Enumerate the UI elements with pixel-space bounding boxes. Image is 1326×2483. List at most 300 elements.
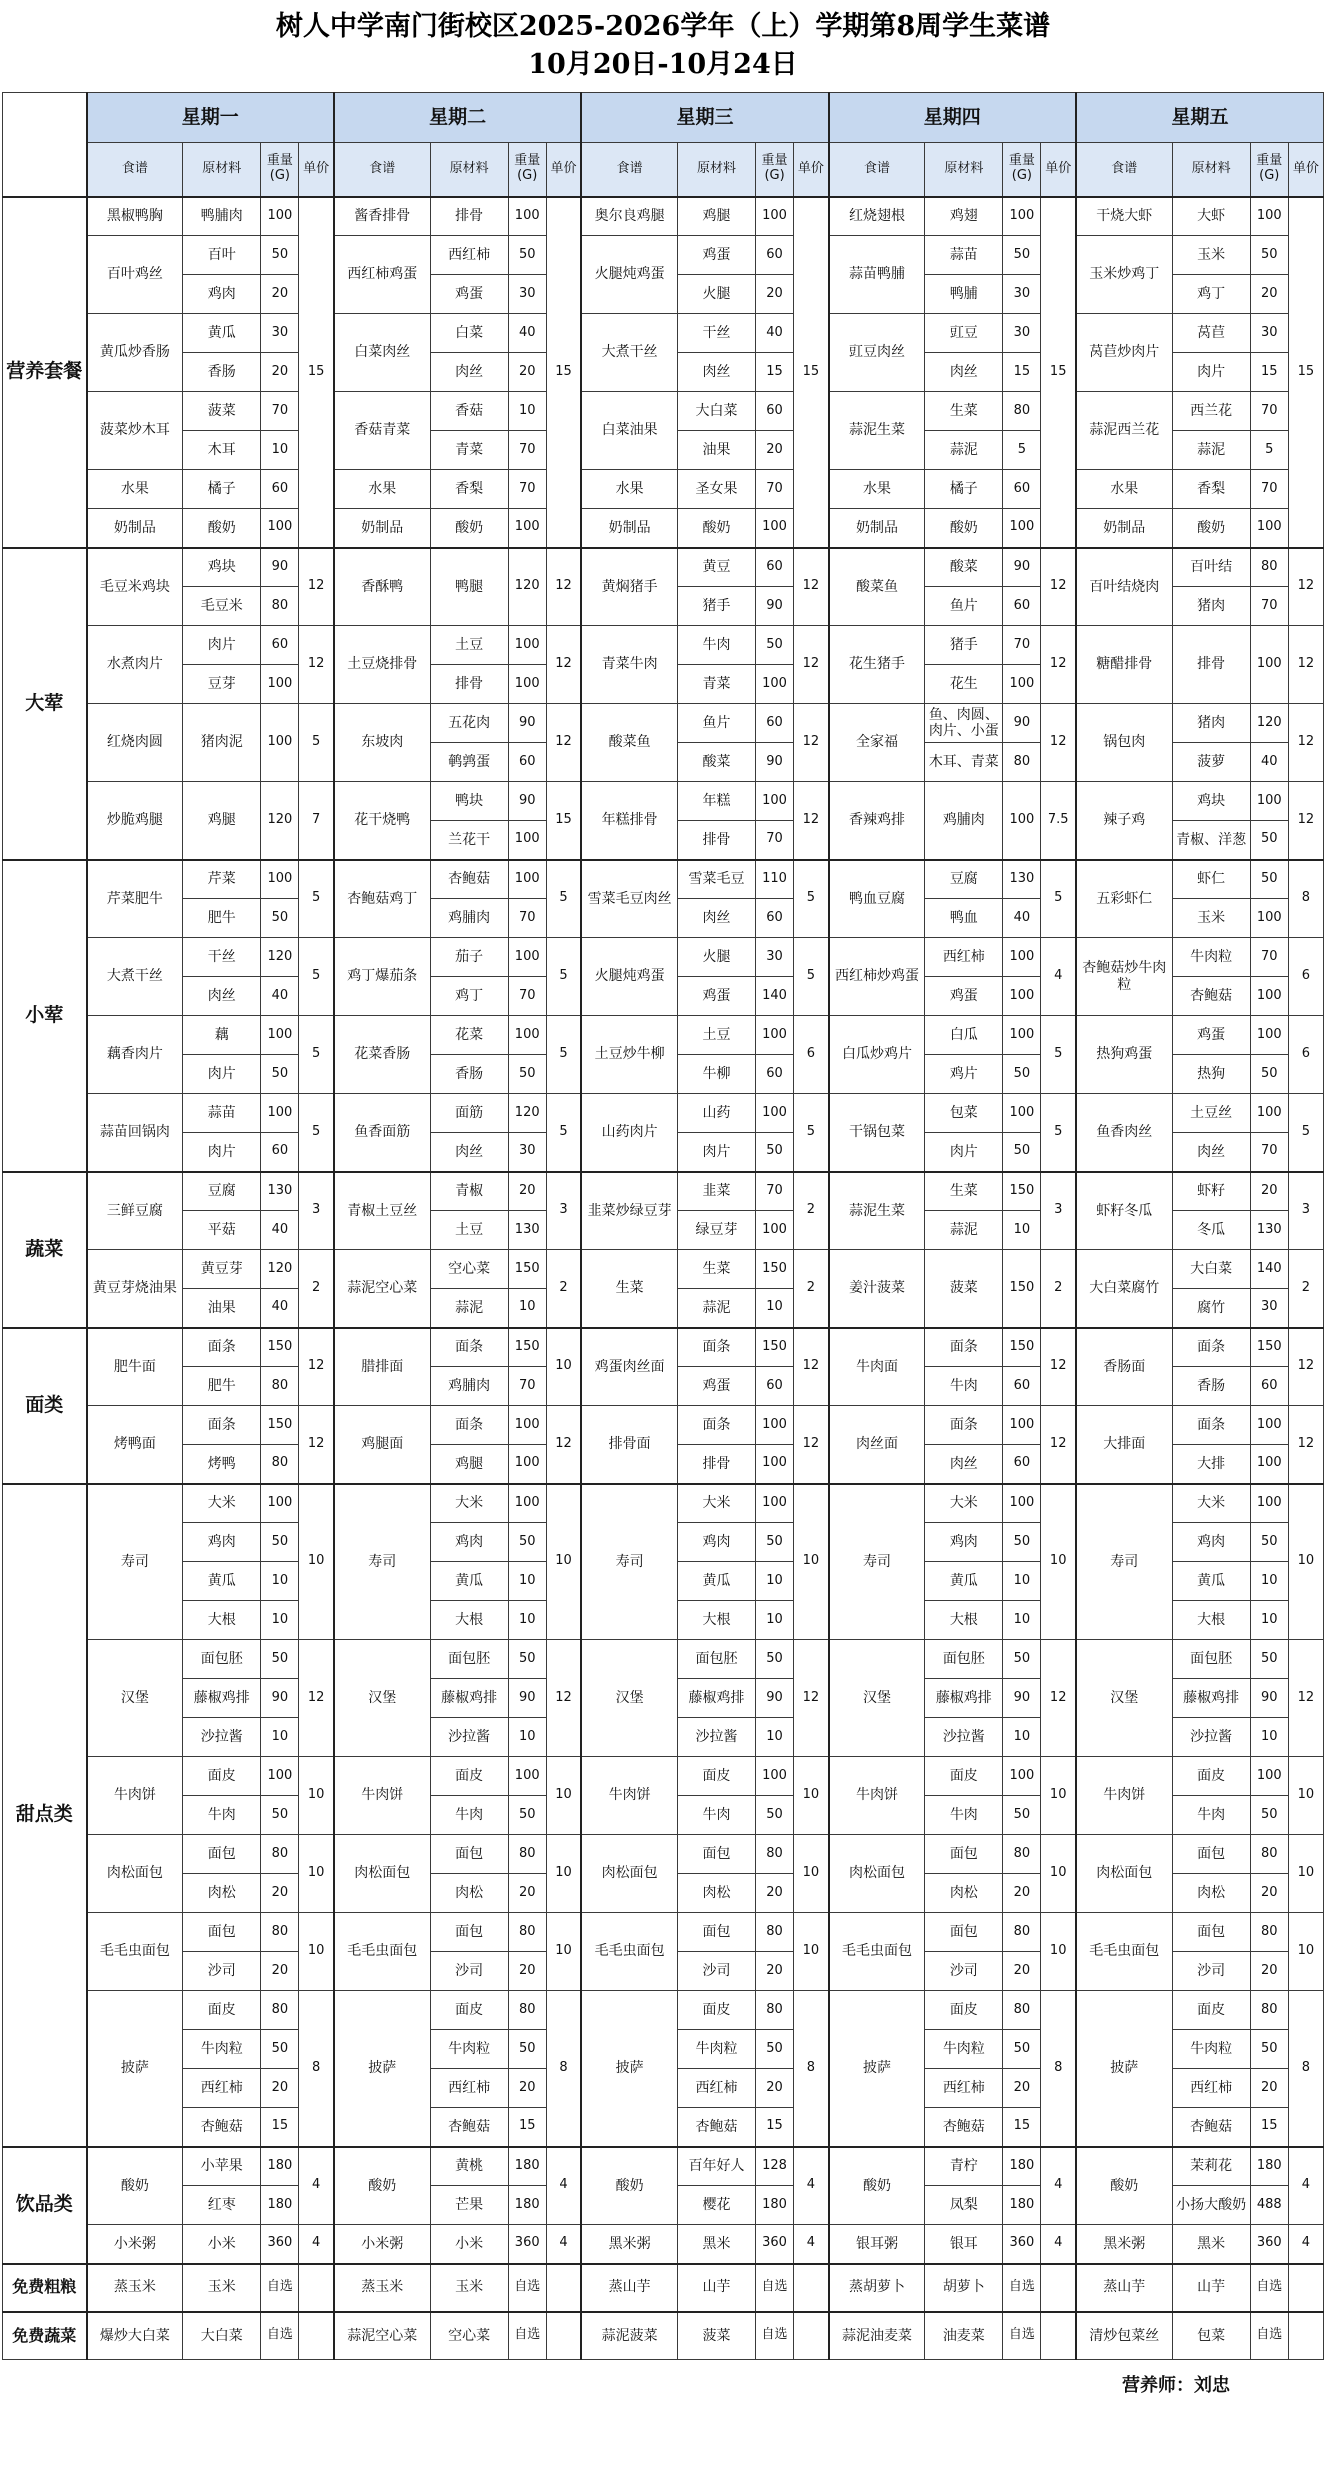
ingredient-weight: 自选 — [508, 2264, 546, 2312]
ingredient-name: 肉丝 — [677, 353, 755, 392]
ingredient-name: 面条 — [1172, 1406, 1250, 1445]
ingredient-weight: 90 — [1003, 1679, 1041, 1718]
dish-price: 8 — [1041, 1991, 1076, 2147]
ingredient-name: 酸菜 — [925, 548, 1003, 587]
day-header-friday: 星期五 — [1076, 93, 1324, 143]
dish-name: 鸭血豆腐 — [829, 860, 925, 938]
ingredient-name: 鱼片 — [677, 704, 755, 743]
ingredient-weight: 90 — [261, 548, 299, 587]
ingredient-name: 蒜泥 — [430, 1289, 508, 1328]
ingredient-weight: 50 — [261, 1055, 299, 1094]
ingredient-name: 黄瓜 — [677, 1562, 755, 1601]
column-header-ingredient: 原材料 — [183, 143, 261, 197]
ingredient-name: 五花肉 — [430, 704, 508, 743]
dish-price: 12 — [546, 548, 581, 626]
dish-name: 肉松面包 — [829, 1835, 925, 1913]
ingredient-name: 绿豆芽 — [677, 1211, 755, 1250]
dish-name: 蒜苗鸭脯 — [829, 236, 925, 314]
dish-name: 汉堡 — [334, 1640, 430, 1757]
ingredient-name: 小米 — [430, 2225, 508, 2264]
dish-name: 肉松面包 — [581, 1835, 677, 1913]
ingredient-name: 香肠 — [183, 353, 261, 392]
ingredient-name: 面皮 — [677, 1991, 755, 2030]
ingredient-weight: 15 — [1003, 2108, 1041, 2147]
dish-name: 青菜牛肉 — [581, 626, 677, 704]
dish-name: 肉松面包 — [334, 1835, 430, 1913]
ingredient-weight: 20 — [756, 1952, 794, 1991]
ingredient-name: 鸡肉 — [1172, 1523, 1250, 1562]
ingredient-name: 生菜 — [925, 392, 1003, 431]
category-label: 营养套餐 — [3, 197, 87, 548]
ingredient-name: 小米 — [183, 2225, 261, 2264]
ingredient-name: 小苹果 — [183, 2147, 261, 2186]
dish-name: 毛豆米鸡块 — [87, 548, 183, 626]
dish-name: 白菜肉丝 — [334, 314, 430, 392]
ingredient-name: 面条 — [1172, 1328, 1250, 1367]
ingredient-weight: 100 — [756, 1211, 794, 1250]
ingredient-name: 牛肉 — [430, 1796, 508, 1835]
ingredient-weight: 10 — [508, 1289, 546, 1328]
ingredient-weight: 50 — [1250, 1055, 1288, 1094]
ingredient-name: 面皮 — [1172, 1757, 1250, 1796]
ingredient-weight: 90 — [508, 782, 546, 821]
ingredient-weight: 150 — [1003, 1172, 1041, 1211]
column-header-dish: 食谱 — [581, 143, 677, 197]
ingredient-weight: 100 — [1003, 1016, 1041, 1055]
ingredient-weight: 10 — [261, 1562, 299, 1601]
category-label: 饮品类 — [3, 2147, 87, 2264]
dish-name: 百叶鸡丝 — [87, 236, 183, 314]
ingredient-weight: 100 — [261, 1094, 299, 1133]
menu-row — [3, 938, 1324, 977]
ingredient-weight: 488 — [1250, 2186, 1288, 2225]
ingredient-weight: 180 — [1250, 2147, 1288, 2186]
ingredient-name: 面包 — [1172, 1835, 1250, 1874]
ingredient-weight: 100 — [508, 1484, 546, 1523]
dish-name: 汉堡 — [829, 1640, 925, 1757]
ingredient-name: 面包胚 — [183, 1640, 261, 1679]
ingredient-name: 黄豆 — [677, 548, 755, 587]
dish-name: 酸奶 — [334, 2147, 430, 2225]
ingredient-name: 鸭脯肉 — [183, 197, 261, 236]
ingredient-name: 大米 — [925, 1484, 1003, 1523]
dish-name: 毛毛虫面包 — [829, 1913, 925, 1991]
ingredient-weight: 5 — [1003, 431, 1041, 470]
ingredient-weight: 60 — [1003, 1367, 1041, 1406]
ingredient-name: 沙拉酱 — [183, 1718, 261, 1757]
ingredient-weight: 80 — [1003, 1835, 1041, 1874]
ingredient-weight: 100 — [508, 1406, 546, 1445]
ingredient-name: 面筋 — [430, 1094, 508, 1133]
dish-name: 东坡肉 — [334, 704, 430, 782]
ingredient-weight: 20 — [1250, 1172, 1288, 1211]
dish-price: 4 — [546, 2147, 581, 2225]
ingredient-weight: 15 — [756, 2108, 794, 2147]
dish-name: 鸡蛋肉丝面 — [581, 1328, 677, 1406]
ingredient-weight: 100 — [756, 1445, 794, 1484]
category-label: 面类 — [3, 1328, 87, 1484]
dish-price: 12 — [1041, 548, 1076, 626]
ingredient-weight: 50 — [1003, 1640, 1041, 1679]
ingredient-name: 面包胚 — [1172, 1640, 1250, 1679]
ingredient-name: 鸡蛋 — [925, 977, 1003, 1016]
ingredient-name: 面皮 — [430, 1757, 508, 1796]
dish-name: 年糕排骨 — [581, 782, 677, 860]
dish-price: 5 — [794, 860, 829, 938]
ingredient-weight: 30 — [1003, 275, 1041, 314]
ingredient-weight: 50 — [1250, 860, 1288, 899]
dish-price — [1288, 2264, 1323, 2312]
ingredient-name: 黄豆芽 — [183, 1250, 261, 1289]
ingredient-name: 鸡丁 — [1172, 275, 1250, 314]
column-header-price: 单价 — [1041, 143, 1076, 197]
ingredient-weight: 100 — [1250, 197, 1288, 236]
ingredient-weight: 100 — [1003, 197, 1041, 236]
ingredient-weight: 50 — [508, 2030, 546, 2069]
menu-row — [3, 548, 1324, 587]
dish-price: 2 — [299, 1250, 334, 1328]
column-header-weight: 重量(G) — [1003, 143, 1041, 197]
dish-price: 12 — [546, 1640, 581, 1757]
dish-price: 10 — [1288, 1484, 1323, 1640]
ingredient-name: 牛肉 — [677, 626, 755, 665]
dish-name: 牛肉饼 — [1076, 1757, 1172, 1835]
ingredient-weight: 100 — [756, 1094, 794, 1133]
ingredient-name: 胡萝卜 — [925, 2264, 1003, 2312]
dish-price: 10 — [1288, 1835, 1323, 1913]
dish-name: 西红柿鸡蛋 — [334, 236, 430, 314]
ingredient-name: 鸡脯肉 — [430, 899, 508, 938]
dish-name: 蒜泥西兰花 — [1076, 392, 1172, 470]
ingredient-name: 鸡脯肉 — [925, 782, 1003, 860]
menu-row — [3, 236, 1324, 275]
ingredient-name: 猪手 — [925, 626, 1003, 665]
ingredient-name: 西红柿 — [925, 2069, 1003, 2108]
date-range: 10月20日-10月24日 — [528, 49, 798, 80]
dish-name: 花干烧鸭 — [334, 782, 430, 860]
ingredient-name: 蒜泥 — [925, 431, 1003, 470]
menu-row — [3, 470, 1324, 509]
dish-price: 4 — [546, 2225, 581, 2264]
ingredient-name: 肉松 — [183, 1874, 261, 1913]
ingredient-weight: 15 — [1250, 2108, 1288, 2147]
ingredient-name: 雪菜毛豆 — [677, 860, 755, 899]
column-header-row — [3, 143, 1324, 197]
dish-price: 7.5 — [1041, 782, 1076, 860]
ingredient-weight: 20 — [1003, 1952, 1041, 1991]
ingredient-name: 香梨 — [430, 470, 508, 509]
dish-price: 5 — [299, 1094, 334, 1172]
ingredient-weight: 20 — [261, 353, 299, 392]
dish-name: 银耳粥 — [829, 2225, 925, 2264]
day-header-thursday: 星期四 — [829, 93, 1076, 143]
dish-name: 披萨 — [87, 1991, 183, 2147]
dish-name: 披萨 — [334, 1991, 430, 2147]
ingredient-weight: 15 — [261, 2108, 299, 2147]
ingredient-weight: 100 — [508, 509, 546, 548]
dish-price: 12 — [299, 1328, 334, 1406]
dish-name: 大煮干丝 — [581, 314, 677, 392]
menu-row — [3, 1016, 1324, 1055]
ingredient-name: 鸡肉 — [677, 1523, 755, 1562]
ingredient-weight: 100 — [756, 782, 794, 821]
ingredient-weight: 80 — [1250, 548, 1288, 587]
ingredient-weight: 100 — [756, 1406, 794, 1445]
dish-price: 10 — [1288, 1913, 1323, 1991]
ingredient-name: 肉片 — [183, 1055, 261, 1094]
ingredient-weight: 60 — [261, 470, 299, 509]
ingredient-name: 面包 — [677, 1913, 755, 1952]
ingredient-weight: 100 — [1250, 626, 1288, 704]
column-header-dish: 食谱 — [334, 143, 430, 197]
ingredient-weight: 15 — [1003, 353, 1041, 392]
ingredient-name: 平菇 — [183, 1211, 261, 1250]
ingredient-weight: 50 — [508, 1640, 546, 1679]
dish-price: 5 — [794, 1094, 829, 1172]
ingredient-name: 木耳、青菜 — [925, 743, 1003, 782]
weekly-menu-table — [2, 92, 1324, 2360]
ingredient-name: 凤梨 — [925, 2186, 1003, 2225]
ingredient-weight: 50 — [1250, 2030, 1288, 2069]
dish-price: 5 — [794, 938, 829, 1016]
ingredient-weight: 100 — [1003, 1406, 1041, 1445]
dish-name: 鱼香面筋 — [334, 1094, 430, 1172]
dish-name: 烤鸭面 — [87, 1406, 183, 1484]
menu-row — [3, 509, 1324, 548]
ingredient-weight: 100 — [508, 626, 546, 665]
ingredient-weight: 自选 — [508, 2312, 546, 2360]
dish-name: 红烧肉圆 — [87, 704, 183, 782]
ingredient-weight: 100 — [261, 509, 299, 548]
column-header-dish: 食谱 — [829, 143, 925, 197]
ingredient-weight: 180 — [1003, 2186, 1041, 2225]
dish-price: 12 — [1041, 1328, 1076, 1406]
ingredient-weight: 20 — [756, 1874, 794, 1913]
ingredient-name: 圣女果 — [677, 470, 755, 509]
ingredient-name: 青菜 — [677, 665, 755, 704]
ingredient-name: 蒜泥 — [1172, 431, 1250, 470]
ingredient-weight: 20 — [756, 2069, 794, 2108]
dish-price: 3 — [1041, 1172, 1076, 1250]
dish-price: 3 — [1288, 1172, 1323, 1250]
ingredient-name: 酸奶 — [925, 509, 1003, 548]
ingredient-weight: 80 — [756, 1991, 794, 2030]
ingredient-weight: 120 — [1250, 704, 1288, 743]
ingredient-name: 杏鲍菇 — [183, 2108, 261, 2147]
dish-price: 6 — [1288, 938, 1323, 1016]
dish-name: 肉丝面 — [829, 1406, 925, 1484]
dish-price: 15 — [546, 782, 581, 860]
menu-title-block — [0, 0, 1326, 92]
ingredient-weight: 80 — [261, 1445, 299, 1484]
dish-price: 12 — [1288, 626, 1323, 704]
ingredient-weight: 20 — [508, 1952, 546, 1991]
dish-name: 爆炒大白菜 — [87, 2312, 183, 2360]
ingredient-name: 花生 — [925, 665, 1003, 704]
ingredient-weight: 50 — [261, 1796, 299, 1835]
dish-price: 2 — [794, 1172, 829, 1250]
dish-name: 水果 — [334, 470, 430, 509]
ingredient-name: 鸡肉 — [183, 1523, 261, 1562]
ingredient-weight: 128 — [756, 2147, 794, 2186]
dish-name: 奥尔良鸡腿 — [581, 197, 677, 236]
ingredient-name: 豆芽 — [183, 665, 261, 704]
dish-price: 5 — [1041, 860, 1076, 938]
ingredient-name: 面包 — [183, 1835, 261, 1874]
menu-row — [3, 1094, 1324, 1133]
ingredient-weight: 50 — [1003, 236, 1041, 275]
ingredient-weight: 80 — [261, 1913, 299, 1952]
ingredient-weight: 60 — [756, 392, 794, 431]
ingredient-weight: 60 — [1003, 587, 1041, 626]
dish-price: 3 — [546, 1172, 581, 1250]
dish-price: 10 — [1041, 1835, 1076, 1913]
ingredient-weight: 10 — [756, 1601, 794, 1640]
dish-price: 8 — [546, 1991, 581, 2147]
column-header-ingredient: 原材料 — [677, 143, 755, 197]
dish-name: 杏鲍菇鸡丁 — [334, 860, 430, 938]
dish-name: 香菇青菜 — [334, 392, 430, 470]
dish-name: 大白菜腐竹 — [1076, 1250, 1172, 1328]
day-header-row — [3, 93, 1324, 143]
dish-price: 10 — [794, 1835, 829, 1913]
dish-name: 奶制品 — [581, 509, 677, 548]
ingredient-weight: 80 — [756, 1835, 794, 1874]
dish-name: 披萨 — [829, 1991, 925, 2147]
ingredient-weight: 360 — [1003, 2225, 1041, 2264]
ingredient-name: 肉松 — [1172, 1874, 1250, 1913]
ingredient-weight: 100 — [1003, 1757, 1041, 1796]
dish-name: 大煮干丝 — [87, 938, 183, 1016]
ingredient-weight: 40 — [261, 1211, 299, 1250]
ingredient-weight: 90 — [261, 1679, 299, 1718]
ingredient-weight: 360 — [508, 2225, 546, 2264]
ingredient-weight: 70 — [1250, 392, 1288, 431]
dish-price: 10 — [546, 1913, 581, 1991]
ingredient-name: 肥牛 — [183, 899, 261, 938]
ingredient-name: 面条 — [677, 1406, 755, 1445]
ingredient-name: 干丝 — [677, 314, 755, 353]
ingredient-weight: 100 — [508, 665, 546, 704]
ingredient-name: 包菜 — [925, 1094, 1003, 1133]
menu-row — [3, 1991, 1324, 2030]
dish-price: 12 — [1288, 704, 1323, 782]
ingredient-name: 菠菜 — [925, 1250, 1003, 1328]
ingredient-name: 腐竹 — [1172, 1289, 1250, 1328]
ingredient-name: 白瓜 — [925, 1016, 1003, 1055]
ingredient-name: 肉片 — [183, 626, 261, 665]
ingredient-weight: 70 — [756, 1172, 794, 1211]
ingredient-weight: 10 — [756, 1718, 794, 1757]
ingredient-weight: 50 — [508, 1796, 546, 1835]
dish-price: 10 — [299, 1757, 334, 1835]
dish-price: 12 — [1288, 782, 1323, 860]
ingredient-weight: 90 — [1003, 548, 1041, 587]
ingredient-name: 香肠 — [1172, 1367, 1250, 1406]
dish-name: 披萨 — [1076, 1991, 1172, 2147]
ingredient-weight: 60 — [1003, 470, 1041, 509]
dish-name: 香肠面 — [1076, 1328, 1172, 1406]
dish-name: 肉松面包 — [87, 1835, 183, 1913]
dish-price: 5 — [546, 1016, 581, 1094]
ingredient-weight: 20 — [1003, 2069, 1041, 2108]
dish-price — [1041, 2312, 1076, 2360]
menu-row — [3, 2312, 1324, 2360]
dish-price: 8 — [794, 1991, 829, 2147]
ingredient-name: 沙司 — [430, 1952, 508, 1991]
ingredient-name: 肉丝 — [925, 353, 1003, 392]
dish-name: 肉松面包 — [1076, 1835, 1172, 1913]
dish-name: 肥牛面 — [87, 1328, 183, 1406]
dish-price — [299, 2264, 334, 2312]
ingredient-name: 藤椒鸡排 — [1172, 1679, 1250, 1718]
ingredient-name: 烤鸭 — [183, 1445, 261, 1484]
ingredient-weight: 120 — [508, 548, 546, 626]
day-header-monday: 星期一 — [87, 93, 334, 143]
ingredient-name: 牛肉粒 — [925, 2030, 1003, 2069]
day-price: 15 — [1288, 197, 1323, 548]
ingredient-weight: 90 — [756, 1679, 794, 1718]
ingredient-name: 沙拉酱 — [677, 1718, 755, 1757]
dish-name: 辣子鸡 — [1076, 782, 1172, 860]
dish-name: 清炒包菜丝 — [1076, 2312, 1172, 2360]
ingredient-name: 鸡肉 — [430, 1523, 508, 1562]
ingredient-weight: 50 — [756, 2030, 794, 2069]
dish-price: 12 — [299, 1406, 334, 1484]
ingredient-weight: 100 — [261, 704, 299, 782]
dish-name: 蒸山芋 — [1076, 2264, 1172, 2312]
ingredient-name: 鸡蛋 — [677, 1367, 755, 1406]
dish-price: 10 — [299, 1484, 334, 1640]
ingredient-weight: 180 — [508, 2147, 546, 2186]
ingredient-weight: 20 — [1250, 275, 1288, 314]
ingredient-name: 沙司 — [183, 1952, 261, 1991]
ingredient-name: 黄瓜 — [183, 1562, 261, 1601]
ingredient-name: 肉松 — [925, 1874, 1003, 1913]
ingredient-weight: 70 — [756, 470, 794, 509]
dish-name: 锅包肉 — [1076, 704, 1172, 782]
dish-name: 牛肉饼 — [334, 1757, 430, 1835]
dish-name: 大排面 — [1076, 1406, 1172, 1484]
ingredient-name: 黄桃 — [430, 2147, 508, 2186]
menu-row — [3, 392, 1324, 431]
ingredient-weight: 50 — [756, 1133, 794, 1172]
ingredient-weight: 50 — [261, 236, 299, 275]
ingredient-name: 大白菜 — [1172, 1250, 1250, 1289]
dish-name: 奶制品 — [334, 509, 430, 548]
ingredient-name: 面条 — [677, 1328, 755, 1367]
ingredient-weight: 10 — [1003, 1718, 1041, 1757]
ingredient-name: 鸭块 — [430, 782, 508, 821]
ingredient-name: 鸡块 — [183, 548, 261, 587]
ingredient-name: 牛肉粒 — [430, 2030, 508, 2069]
ingredient-weight: 20 — [756, 431, 794, 470]
ingredient-weight: 150 — [508, 1328, 546, 1367]
ingredient-weight: 80 — [1250, 1913, 1288, 1952]
dish-price: 12 — [1041, 1406, 1076, 1484]
dish-name: 花生猪手 — [829, 626, 925, 704]
menu-row — [3, 1172, 1324, 1211]
ingredient-weight: 180 — [1003, 2147, 1041, 2186]
dish-name: 黄瓜炒香肠 — [87, 314, 183, 392]
dish-name: 寿司 — [1076, 1484, 1172, 1640]
ingredient-name: 虾仁 — [1172, 860, 1250, 899]
ingredient-name: 虾籽 — [1172, 1172, 1250, 1211]
dish-price: 12 — [794, 1640, 829, 1757]
ingredient-name: 鸭腿 — [430, 548, 508, 626]
ingredient-name: 油麦菜 — [925, 2312, 1003, 2360]
ingredient-weight: 自选 — [1250, 2264, 1288, 2312]
